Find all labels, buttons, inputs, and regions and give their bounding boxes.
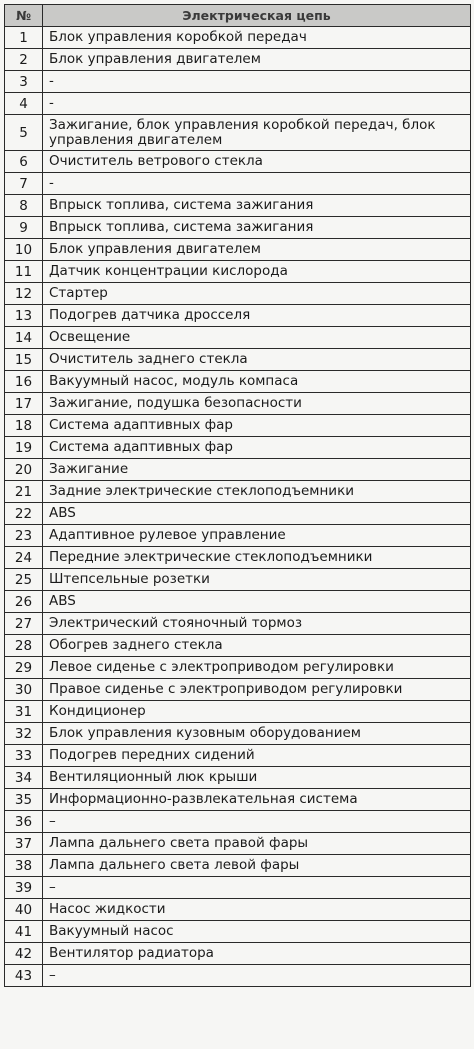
fuse-number: 42: [5, 943, 43, 965]
fuse-number: 21: [5, 481, 43, 503]
table-row: [5, 27, 471, 49]
fuse-number: 38: [5, 855, 43, 877]
circuit-description: Система адаптивных фар: [43, 415, 471, 437]
table-row: [5, 239, 471, 261]
fuse-number: 1: [5, 27, 43, 49]
table-row: [5, 115, 471, 151]
fuse-number: 28: [5, 635, 43, 657]
circuit-description: Система адаптивных фар: [43, 437, 471, 459]
column-header-number: №: [5, 5, 43, 27]
fuse-number: 15: [5, 349, 43, 371]
fuse-number: 32: [5, 723, 43, 745]
circuit-description: Блок управления кузовным оборудованием: [43, 723, 471, 745]
circuit-description: Впрыск топлива, система зажигания: [43, 195, 471, 217]
table-row: [5, 965, 471, 987]
circuit-description: Информационно-развлекательная система: [43, 789, 471, 811]
fuse-number: 8: [5, 195, 43, 217]
fuse-number: 2: [5, 49, 43, 71]
fuse-number: 11: [5, 261, 43, 283]
circuit-description: Вакуумный насос, модуль компаса: [43, 371, 471, 393]
fuse-number: 19: [5, 437, 43, 459]
fuse-number: 37: [5, 833, 43, 855]
fuse-number: 27: [5, 613, 43, 635]
circuit-description: Обогрев заднего стекла: [43, 635, 471, 657]
circuit-description: Зажигание: [43, 459, 471, 481]
table-row: [5, 657, 471, 679]
table-row: [5, 283, 471, 305]
table-row: [5, 723, 471, 745]
fuse-number: 13: [5, 305, 43, 327]
circuit-description: -: [43, 71, 471, 93]
circuit-description: Задние электрические стеклоподъемники: [43, 481, 471, 503]
fuse-number: 22: [5, 503, 43, 525]
table-row: [5, 921, 471, 943]
circuit-description: Вентиляционный люк крыши: [43, 767, 471, 789]
table-row: [5, 151, 471, 173]
circuit-description: Адаптивное рулевое управление: [43, 525, 471, 547]
table-row: [5, 811, 471, 833]
fuse-number: 3: [5, 71, 43, 93]
table-row: [5, 261, 471, 283]
fuse-number: 31: [5, 701, 43, 723]
fuse-number: 40: [5, 899, 43, 921]
fuse-number: 18: [5, 415, 43, 437]
circuit-description: Электрический стояночный тормоз: [43, 613, 471, 635]
fuse-number: 7: [5, 173, 43, 195]
circuit-description: Датчик концентрации кислорода: [43, 261, 471, 283]
table-row: [5, 789, 471, 811]
circuit-description: ABS: [43, 503, 471, 525]
circuit-description: -: [43, 93, 471, 115]
table-row: [5, 591, 471, 613]
circuit-description: Очиститель заднего стекла: [43, 349, 471, 371]
table-row: [5, 437, 471, 459]
fuse-table-body: [5, 27, 471, 987]
circuit-description: Кондиционер: [43, 701, 471, 723]
fuse-number: 30: [5, 679, 43, 701]
fuse-number: 39: [5, 877, 43, 899]
fuse-number: 5: [5, 115, 43, 151]
table-row: [5, 49, 471, 71]
table-row: [5, 701, 471, 723]
circuit-description: Зажигание, блок управления коробкой передач, блок управления двигателем: [43, 115, 471, 151]
table-row: [5, 503, 471, 525]
circuit-description: Лампа дальнего света правой фары: [43, 833, 471, 855]
fuse-number: 17: [5, 393, 43, 415]
table-row: [5, 71, 471, 93]
fuse-number: 4: [5, 93, 43, 115]
fuse-number: 34: [5, 767, 43, 789]
fuse-number: 35: [5, 789, 43, 811]
table-row: [5, 195, 471, 217]
circuit-description: Впрыск топлива, система зажигания: [43, 217, 471, 239]
circuit-description: Вакуумный насос: [43, 921, 471, 943]
circuit-description: Правое сиденье с электроприводом регулировки: [43, 679, 471, 701]
circuit-description: –: [43, 965, 471, 987]
circuit-description: Блок управления двигателем: [43, 239, 471, 261]
table-row: [5, 415, 471, 437]
table-row: [5, 371, 471, 393]
fuse-number: 6: [5, 151, 43, 173]
table-row: [5, 525, 471, 547]
circuit-description: Блок управления двигателем: [43, 49, 471, 71]
circuit-description: Лампа дальнего света левой фары: [43, 855, 471, 877]
fuse-number: 16: [5, 371, 43, 393]
fuse-number: 23: [5, 525, 43, 547]
fuse-table: [4, 4, 471, 987]
table-row: [5, 899, 471, 921]
table-row: [5, 943, 471, 965]
fuse-number: 43: [5, 965, 43, 987]
table-header-row: [5, 5, 471, 27]
fuse-number: 12: [5, 283, 43, 305]
circuit-description: Очиститель ветрового стекла: [43, 151, 471, 173]
fuse-number: 9: [5, 217, 43, 239]
table-row: [5, 745, 471, 767]
table-row: [5, 569, 471, 591]
circuit-description: Зажигание, подушка безопасности: [43, 393, 471, 415]
table-row: [5, 327, 471, 349]
circuit-description: Освещение: [43, 327, 471, 349]
fuse-number: 24: [5, 547, 43, 569]
table-row: [5, 767, 471, 789]
table-row: [5, 679, 471, 701]
table-row: [5, 393, 471, 415]
table-row: [5, 855, 471, 877]
table-row: [5, 833, 471, 855]
fuse-number: 29: [5, 657, 43, 679]
table-row: [5, 635, 471, 657]
table-row: [5, 459, 471, 481]
circuit-description: Стартер: [43, 283, 471, 305]
table-row: [5, 217, 471, 239]
table-row: [5, 349, 471, 371]
table-row: [5, 305, 471, 327]
table-row: [5, 173, 471, 195]
circuit-description: ABS: [43, 591, 471, 613]
circuit-description: Блок управления коробкой передач: [43, 27, 471, 49]
circuit-description: Передние электрические стеклоподъемники: [43, 547, 471, 569]
table-row: [5, 547, 471, 569]
circuit-description: Подогрев датчика дросселя: [43, 305, 471, 327]
table-row: [5, 481, 471, 503]
fuse-number: 36: [5, 811, 43, 833]
fuse-number: 14: [5, 327, 43, 349]
circuit-description: –: [43, 811, 471, 833]
column-header-circuit: Электрическая цепь: [43, 5, 471, 27]
circuit-description: Левое сиденье с электроприводом регулировки: [43, 657, 471, 679]
table-row: [5, 613, 471, 635]
fuse-number: 41: [5, 921, 43, 943]
table-row: [5, 877, 471, 899]
fuse-number: 10: [5, 239, 43, 261]
fuse-number: 33: [5, 745, 43, 767]
table-row: [5, 93, 471, 115]
fuse-number: 26: [5, 591, 43, 613]
circuit-description: Насос жидкости: [43, 899, 471, 921]
circuit-description: Подогрев передних сидений: [43, 745, 471, 767]
circuit-description: –: [43, 877, 471, 899]
circuit-description: -: [43, 173, 471, 195]
fuse-number: 20: [5, 459, 43, 481]
circuit-description: Вентилятор радиатора: [43, 943, 471, 965]
circuit-description: Штепсельные розетки: [43, 569, 471, 591]
fuse-number: 25: [5, 569, 43, 591]
